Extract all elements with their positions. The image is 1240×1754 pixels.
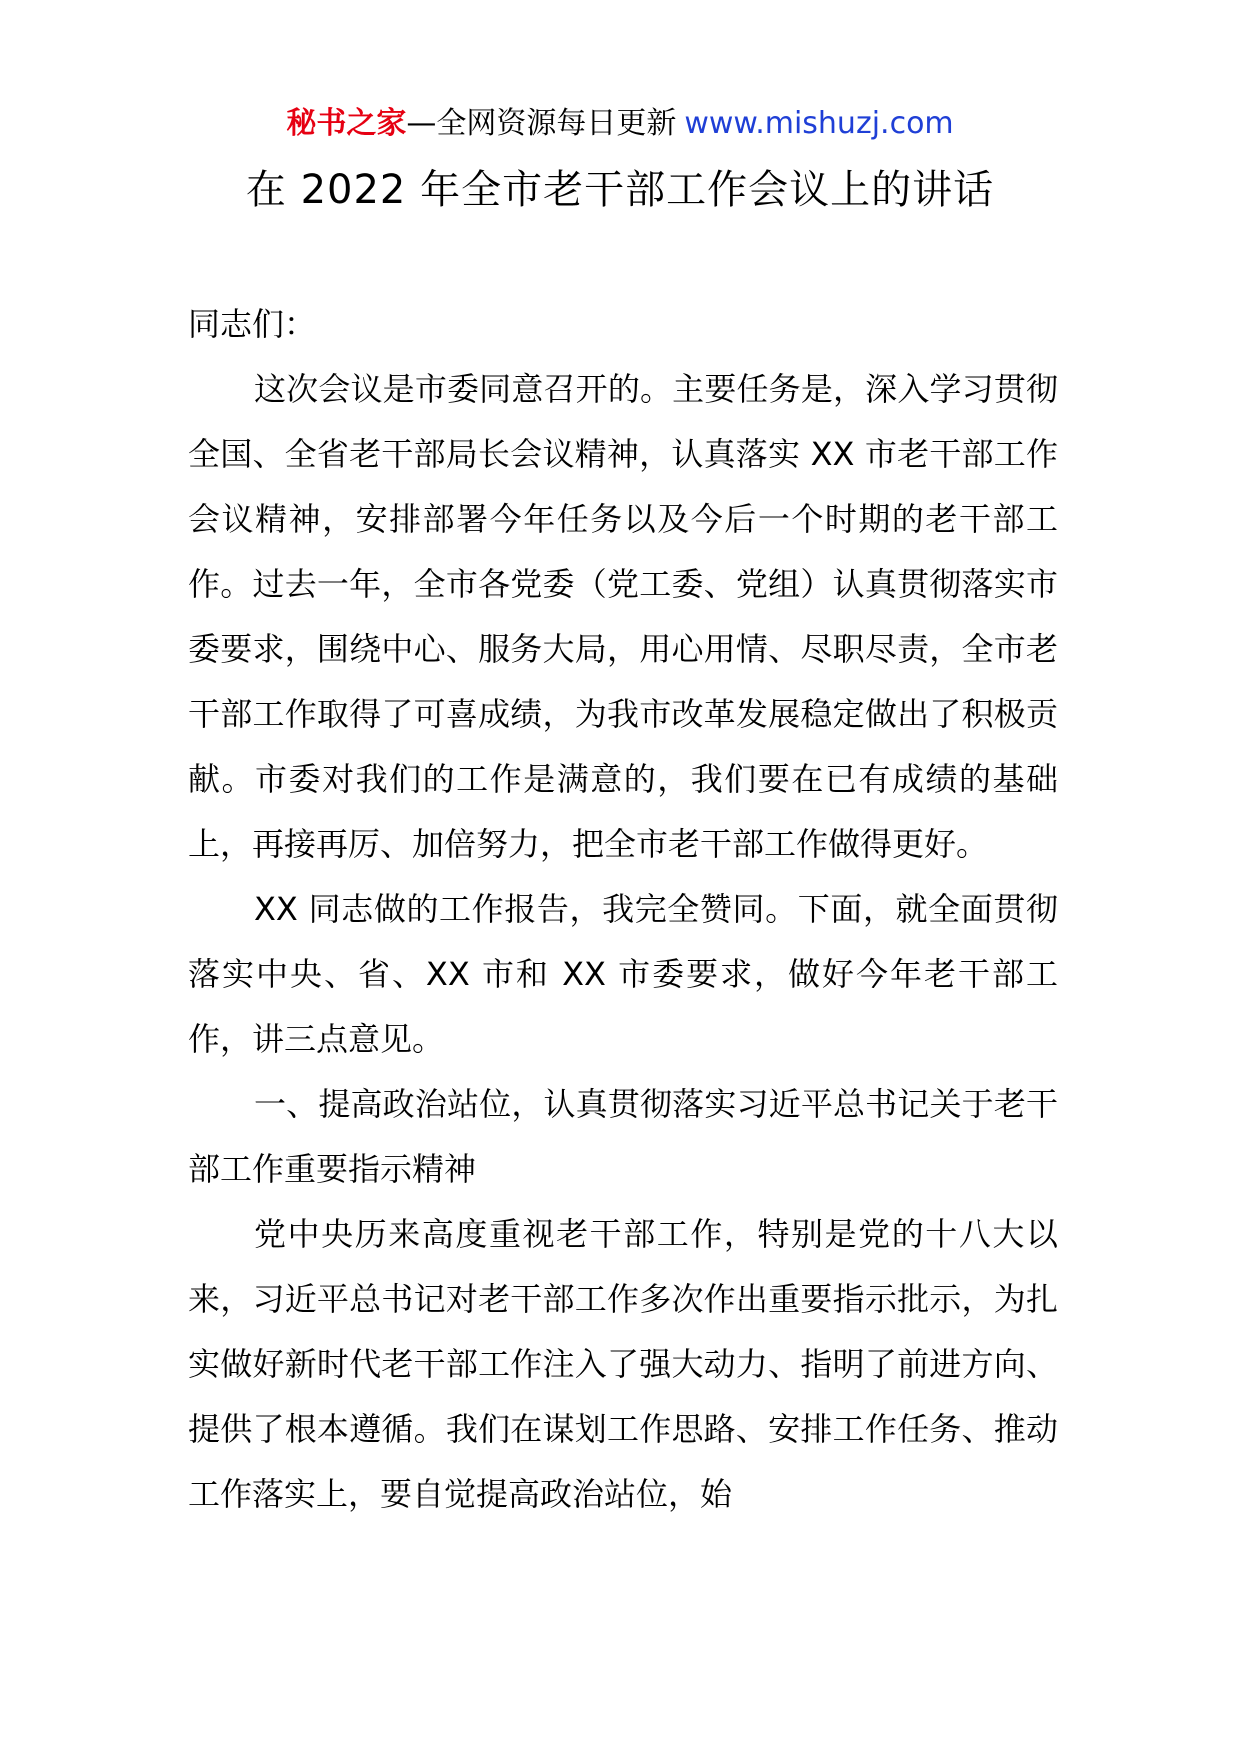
site-url-link[interactable]: www.mishuzj.com bbox=[684, 106, 954, 141]
section-heading-1: 一、提高政治站位，认真贯彻落实习近平总书记关于老干部工作重要指示精神 bbox=[188, 1085, 1058, 1188]
document-title: 在 2022 年全市老干部工作会议上的讲话 bbox=[245, 167, 995, 213]
document-body bbox=[188, 292, 1058, 1527]
salutation: 同志们： bbox=[188, 305, 317, 343]
body-paragraph-2: XX 同志做的工作报告，我完全赞同。下面，就全面贯彻落实中央、省、XX 市和 XX 市委要求，做好今年老干部工作，讲三点意见。 bbox=[188, 890, 1058, 1058]
section-paragraph-1: 党中央历来高度重视老干部工作，特别是党的十八大以来，习近平总书记对老干部工作多次作出重要指示批示，为扎实做好新时代老干部工作注入了强大动力、指明了前进方向、提供了根本遵循。我们在谋划工作思路、安排工作任务、推动工作落实上，要自觉提高政治站位，始 bbox=[188, 1215, 1058, 1513]
site-header bbox=[0, 104, 1240, 144]
brand-name: 秘书之家 bbox=[286, 106, 407, 141]
body-paragraph-1: 这次会议是市委同意召开的。主要任务是，深入学习贯彻全国、全省老干部局长会议精神，认真落实 XX 市老干部工作会议精神，安排部署今年任务以及今后一个时期的老干部工作。过去一年，全市各党委（党工委、党组）认真贯彻落实市委要求，围绕中心、服务大局，用心用情、尽职尽责，全市老干部工作取得了可喜成绩，为我市改革发展稳定做出了积极贡献。市委对我们的工作是满意的，我们要在已有成绩的基础上，再接再厉、加倍努力，把全市老干部工作做得更好。 bbox=[188, 370, 1058, 863]
site-slogan: —全网资源每日更新 bbox=[406, 106, 677, 141]
